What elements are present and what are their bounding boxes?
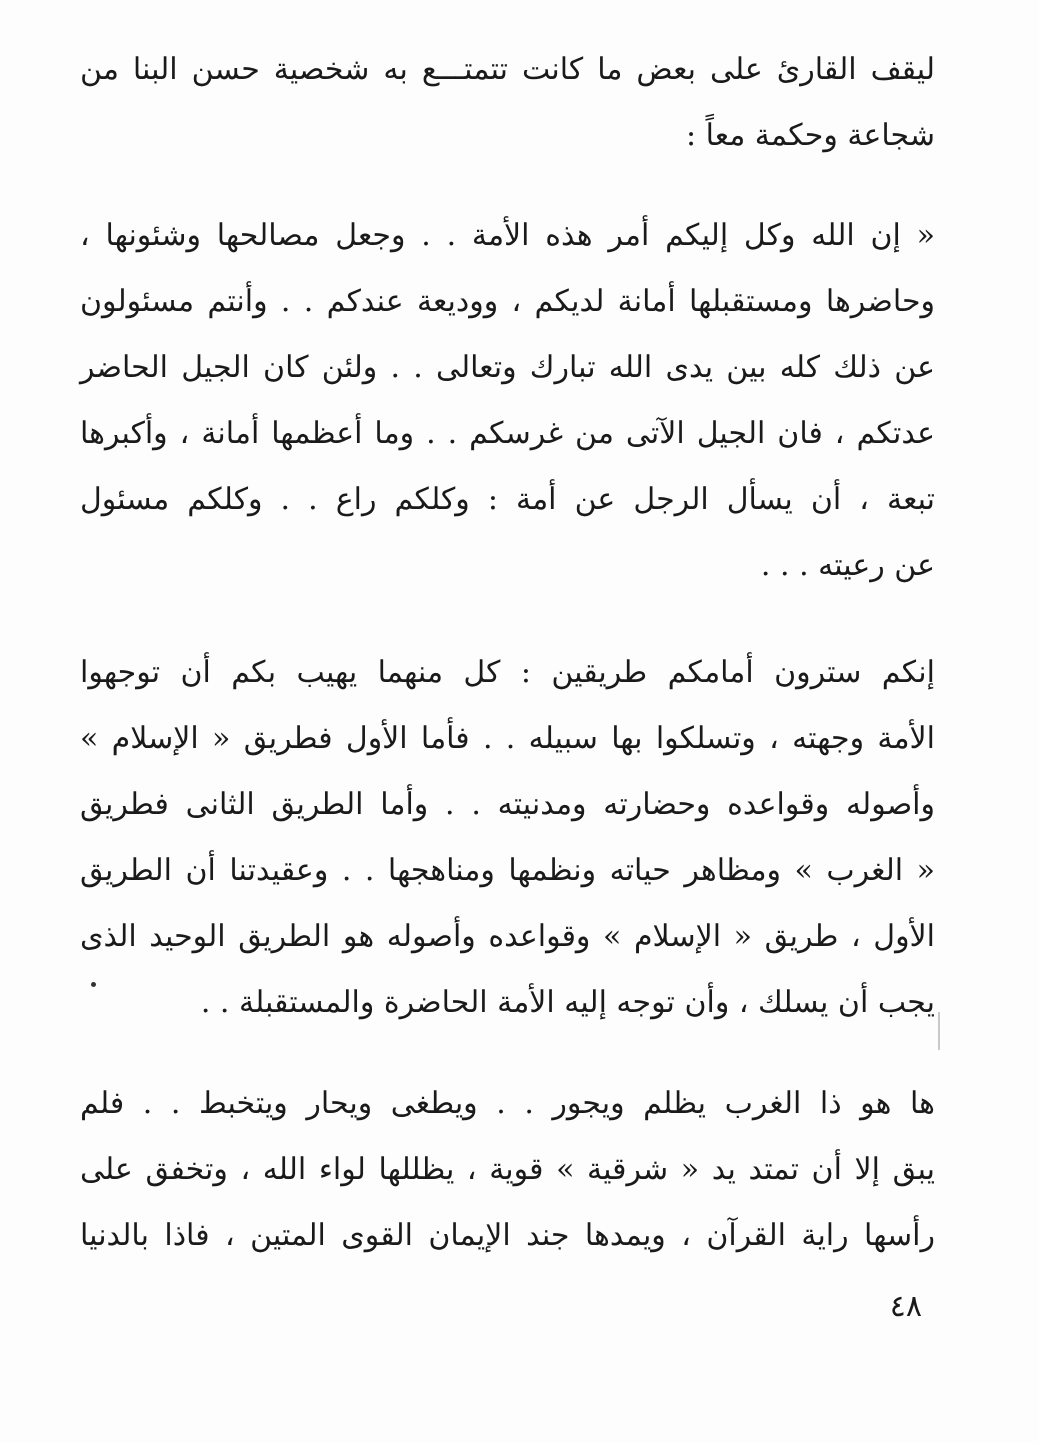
page-number: ٤٨ [889,1289,922,1324]
text-line: « الغرب » ومظاهر حياته ونظمها ومناهجها . . وعقيدتنا أن الطريق [80,853,935,888]
text-line: عن رعيته . . . [760,548,935,583]
text-line: « إن الله وكل إليكم أمر هذه الأمة . . وجعل مصالحها وشئونها ، [80,218,935,253]
text-line: الأمة وجهته ، وتسلكوا بها سبيله . . فأما الأول فطريق « الإسلام » [80,721,935,756]
text-line: يجب أن يسلك ، وأن توجه إليه الأمة الحاضرة والمستقبلة . . [200,985,935,1020]
text-line: يبق إلا أن تمتد يد « شرقية » قوية ، يظللها لواء الله ، وتخفق على [80,1152,935,1187]
text-line: عدتكم ، فان الجيل الآتى من غرسكم . . وما أعظمها أمانة ، وأكبرها [80,416,935,451]
text-line: ها هو ذا الغرب يظلم ويجور . . ويطغى ويحار ويتخبط . . فلم [80,1086,935,1121]
text-line: عن ذلك كله بين يدى الله تبارك وتعالى . . ولئن كان الجيل الحاضر [80,350,935,385]
text-line: شجاعة وحكمة معاً : [685,118,935,153]
page-edge-mark [938,1012,940,1050]
text-line: إنكم سترون أمامكم طريقين : كل منهما يهيب بكم أن توجهوا [80,655,935,690]
text-line: تبعة ، أن يسأل الرجل عن أمة : وكلكم راع . . وكلكم مسئول [80,482,935,517]
text-line: وأصوله وقواعده وحضارته ومدنيته . . وأما الطريق الثانى فطريق [80,787,935,822]
text-line: الأول ، طريق « الإسلام » وقواعده وأصوله هو الطريق الوحيد الذى [80,919,935,954]
text-line: رأسها راية القرآن ، ويمدها جند الإيمان القوى المتين ، فاذا بالدنيا [80,1218,935,1253]
text-line: وحاضرها ومستقبلها أمانة لديكم ، ووديعة عندكم . . وأنتم مسئولون [80,284,935,319]
text-line: ليقف القارئ على بعض ما كانت تتمتـــع به شخصية حسن البنا من [80,52,935,87]
